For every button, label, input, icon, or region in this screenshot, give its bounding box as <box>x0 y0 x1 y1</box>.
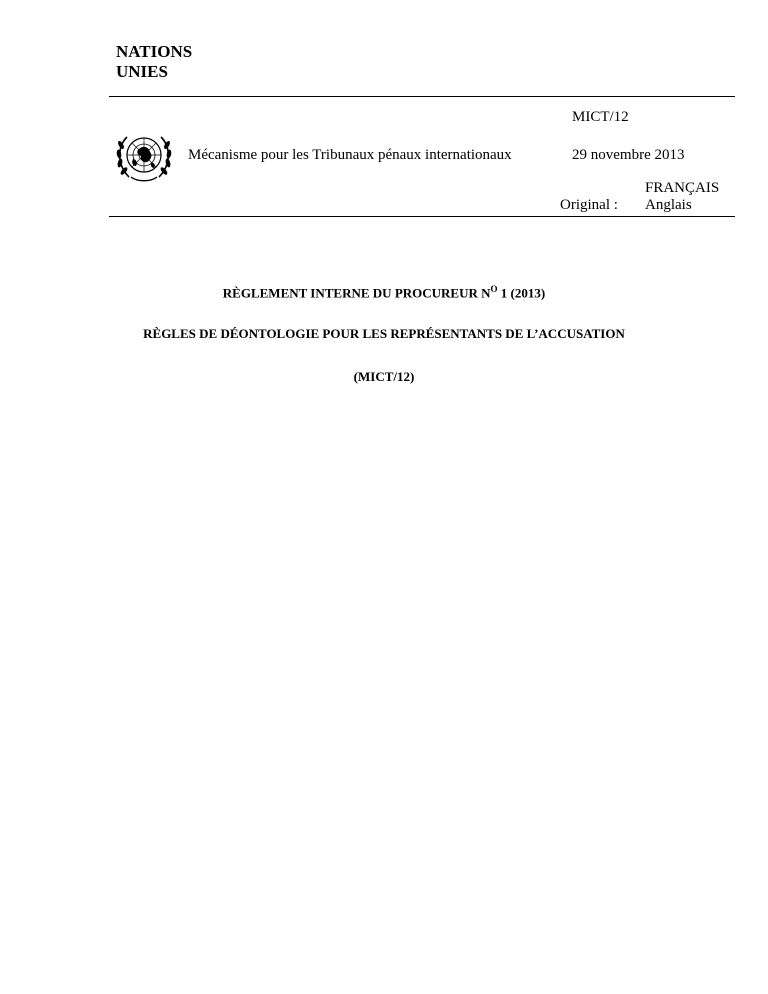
document-symbol: MICT/12 <box>572 109 629 125</box>
document-date: 29 novembre 2013 <box>572 147 685 163</box>
un-emblem-icon <box>113 129 175 185</box>
org-name-line2: UNIES <box>116 62 168 81</box>
organization-name <box>116 42 192 82</box>
original-label: Original : <box>560 197 618 213</box>
title-suffix-text: 1 (2013) <box>497 285 546 301</box>
title-main-text: RÈGLEMENT INTERNE DU PROCUREUR N <box>222 285 491 301</box>
document-title <box>0 284 768 301</box>
header-bottom-rule <box>109 216 735 217</box>
document-subtitle: RÈGLES DE DÉONTOLOGIE POUR LES REPRÉSENTANTS DE L’ACCUSATION <box>143 326 625 341</box>
distribution-language: FRANÇAIS <box>645 180 720 196</box>
mechanism-name: Mécanisme pour les Tribunaux pénaux internationaux <box>188 147 512 163</box>
document-reference: (MICT/12) <box>353 369 415 384</box>
title-superscript: O <box>490 284 498 294</box>
original-language: Anglais <box>645 197 692 213</box>
header-top-rule <box>109 96 735 97</box>
org-name-line1: NATIONS <box>116 42 193 61</box>
